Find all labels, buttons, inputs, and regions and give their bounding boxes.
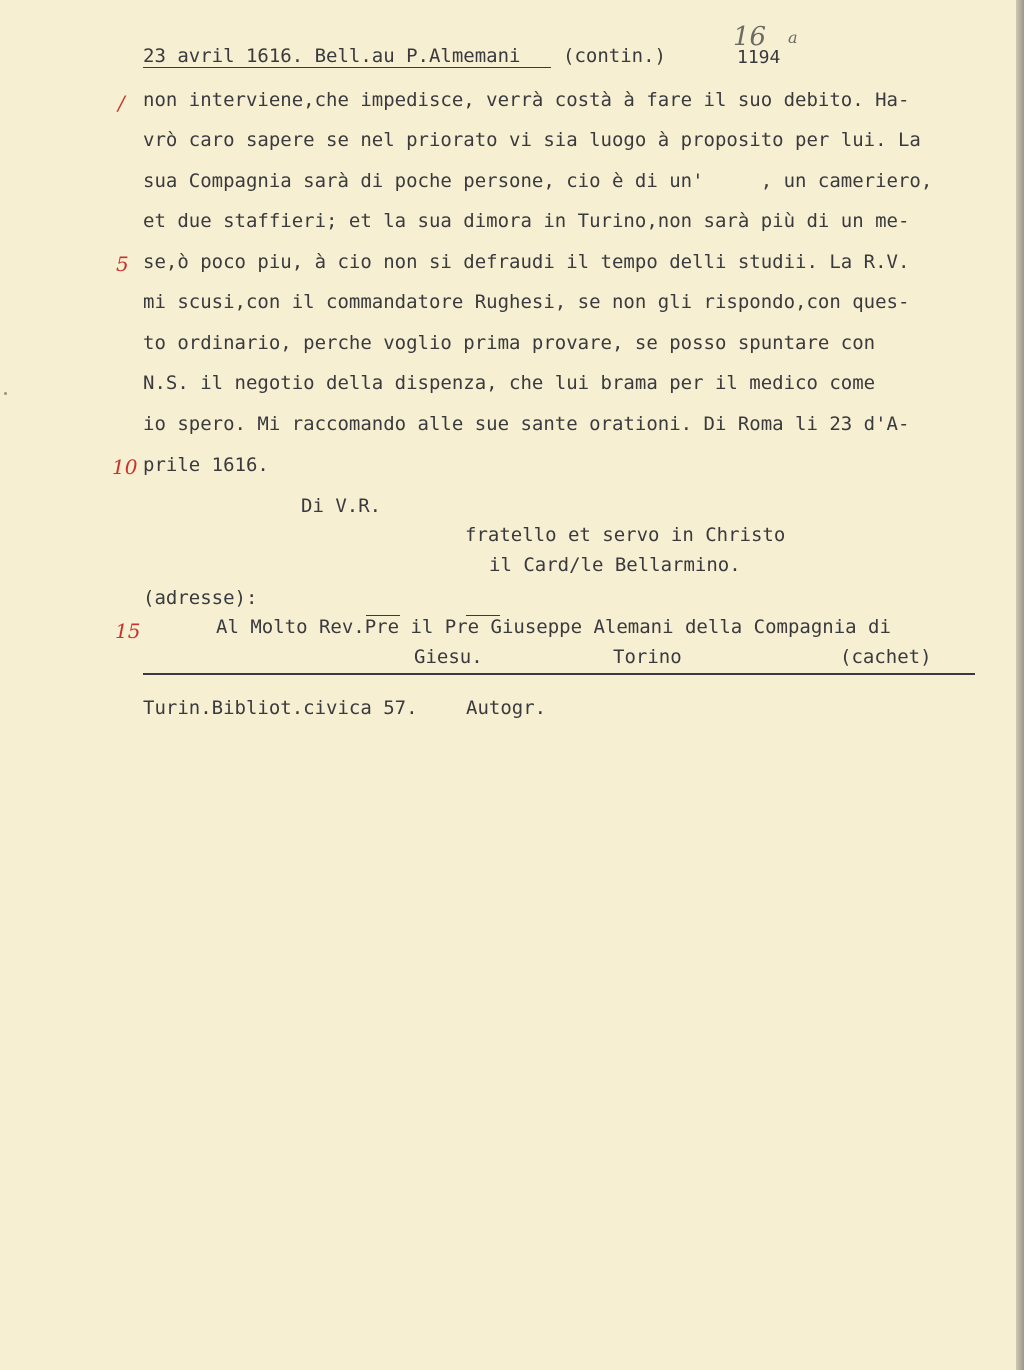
margin-number-1: / bbox=[118, 91, 125, 115]
body-line: vrò caro sapere se nel priorato vi sia luogo à proposito per lui. La bbox=[143, 129, 921, 151]
address-label: (adresse): bbox=[143, 587, 258, 609]
address-line-1: Al Molto Rev.Pre il Pre Giuseppe Alemani della Compagnia di bbox=[216, 616, 891, 638]
body-line: et due staffieri; et la sua dimora in Turino,non sarà più di un me- bbox=[143, 210, 910, 232]
margin-number-15: 15 bbox=[115, 619, 141, 643]
body-line: mi scusi,con il commandatore Rughesi, se non gli rispondo,con ques- bbox=[143, 291, 910, 313]
page-ref-pencil: 16 bbox=[733, 22, 767, 52]
header-underline bbox=[143, 67, 551, 68]
horizontal-rule bbox=[143, 673, 975, 675]
abbreviation-bar bbox=[466, 615, 500, 616]
header-contin: (contin.) bbox=[563, 45, 666, 67]
page-ref-superscript: a bbox=[788, 28, 798, 47]
address-torino: Torino bbox=[613, 646, 682, 668]
source-location: Turin.Bibliot.civica 57. bbox=[143, 697, 418, 719]
address-cachet: (cachet) bbox=[840, 646, 932, 668]
body-line: io spero. Mi raccomando alle sue sante orationi. Di Roma li 23 d'A- bbox=[143, 413, 910, 435]
body-line: N.S. il negotio della dispenza, che lui brama per il medico come bbox=[143, 372, 876, 394]
body-line: prile 1616. bbox=[143, 454, 269, 476]
page-edge bbox=[1016, 0, 1024, 1370]
margin-number-5: 5 bbox=[116, 252, 129, 276]
address-giesu: Giesu. bbox=[414, 646, 483, 668]
closing-line-1: fratello et servo in Christo bbox=[465, 524, 786, 546]
closing-signature: il Card/le Bellarmino. bbox=[489, 554, 741, 576]
page-ref-typed: 1194 bbox=[737, 47, 781, 68]
paper-speck bbox=[4, 392, 7, 395]
header-title: 23 avril 1616. Bell.au P.Almemani bbox=[143, 45, 521, 67]
source-type: Autogr. bbox=[466, 697, 547, 719]
margin-number-10: 10 bbox=[112, 455, 138, 479]
closing-salutation: Di V.R. bbox=[301, 495, 382, 517]
body-line: non interviene,che impedisce, verrà costà à fare il suo debito. Ha- bbox=[143, 89, 910, 111]
body-line: se,ò poco piu, à cio non si defraudi il tempo delli studii. La R.V. bbox=[143, 251, 910, 273]
body-line: sua Compagnia sarà di poche persone, cio è di un' , un cameriero, bbox=[143, 170, 933, 192]
abbreviation-bar bbox=[366, 615, 400, 616]
body-line: to ordinario, perche voglio prima provare, se posso spuntare con bbox=[143, 332, 876, 354]
